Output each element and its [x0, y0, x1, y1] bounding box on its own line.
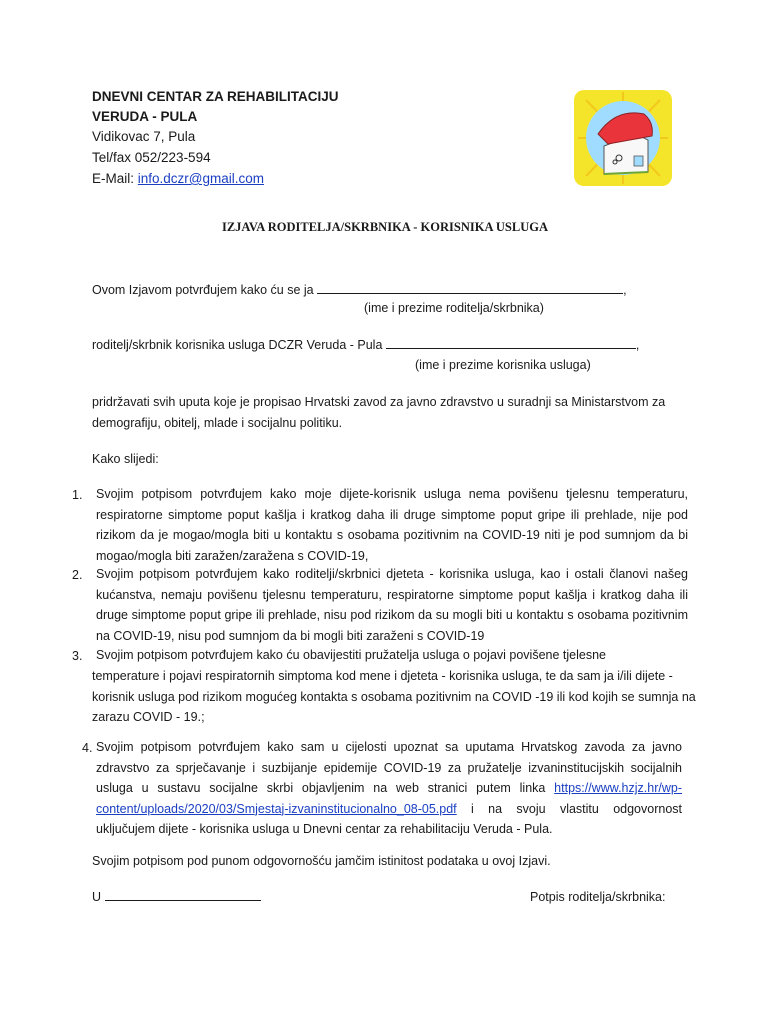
intro-line-1: Ovom Izjavom potvrđujem kako ću se ja , — [92, 283, 627, 297]
item-4-text-before: Svojim potpisom potvrđujem kako sam u cijelosti upoznat sa uputama Hrvatskog zavoda za javno zdravstvo za sprječavanje i suzbijanje epidemije COVID-19 za pružatelje izvaninstitucijskih socijalnih usluga u sustavu socijalne skrbi objavljenim na web stranici putem linka — [96, 740, 682, 796]
guarantee-text: Svojim potpisom pod punom odgovornošću jamčim istinitost podataka u ovoj Izjavi. — [92, 854, 551, 868]
item-4-number: 4. — [82, 741, 93, 755]
follows-label: Kako slijedi: — [92, 452, 159, 466]
parent-name-field[interactable] — [317, 281, 623, 294]
item-3-text-rest: temperature i pojavi respiratornih simptoma kod mene i djeteta - korisnika usluga, te da sam ja i/ili dijete - korisnik usluga pod rizikom mogućeg kontakta s osobama pozitivnim na COVID -19 ili kod kojih se sumnja na zarazu COVID - 19.; — [92, 669, 696, 725]
place-label: U — [92, 890, 102, 904]
intro-paragraph: pridržavati svih uputa koje je propisao Hrvatski zavod za javno zdravstvo u suradnji sa Ministarstvom za demografiju, obitelj, mlade i socijalnu politiku. — [92, 395, 666, 430]
intro-text-2: roditelj/skrbnik korisnika usluga DCZR Veruda - Pula — [92, 338, 383, 352]
hzjz-link[interactable]: https://www.hzjz.hr/wp-content/uploads/2020/03/Smjestaj-izvaninstitucionalno_08-05.pdf — [96, 781, 682, 816]
item-2-number: 2. — [72, 568, 83, 582]
org-name-line2: VERUDA - PULA — [92, 109, 198, 124]
item-1-text: Svojim potpisom potvrđujem kako moje dijete-korisnik usluga nema povišenu tjelesnu temperaturu, respiratorne simptome poput kašlja i kratkog daha ili druge simptome poput gripe ili prehlade, nije pod rizikom da je mogao/mogla biti u kontaktu s osobama pozitivnim na COVID-19 niti je pod sumnjom da bi mogao/mogla biti zaražen/zaražena s COVID-19, — [96, 487, 688, 563]
parent-name-hint: (ime i prezime roditelja/skrbnika) — [364, 301, 544, 315]
item-2-text: Svojim potpisom potvrđujem kako roditelji/skrbnici djeteta - korisnika usluga, kao i ostali članovi našeg kućanstva, nemaju povišenu tjelesnu temperaturu, respiratorne simptome poput kašlja i kratkog daha ili druge simptome poput gripe ili prehlade, nisu pod rizikom da su mogli biti u kontaktu s osobama pozitivnim na COVID-19, nisu pod sumnjom da bi mogli biti zaraženi s COVID-19 — [96, 567, 688, 643]
signature-label: Potpis roditelja/skrbnika: — [530, 890, 666, 904]
item-3-text-first: Svojim potpisom potvrđujem kako ću obavijestiti pružatelja usluga o pojavi povišene tjelesne — [96, 648, 606, 662]
item-4-text-after: i na svoju vlastitu odgovornost uključujem dijete - korisnika usluga u Dnevni centar za rehabilitaciju Veruda - Pula. — [96, 801, 682, 837]
organization-logo — [574, 90, 672, 186]
org-address: Vidikovac 7, Pula — [92, 129, 196, 144]
intro-text-1: Ovom Izjavom potvrđujem kako ću se ja — [92, 283, 314, 297]
document-title: IZJAVA RODITELJA/SKRBNIKA - KORISNIKA USLUGA — [221, 220, 548, 234]
item-4-text — [96, 737, 682, 840]
place-field[interactable] — [105, 888, 261, 901]
place-row — [92, 887, 261, 907]
email-link[interactable]: info.dczr@gmail.com — [137, 171, 265, 186]
item-1-number: 1. — [72, 488, 83, 502]
org-phone: Tel/fax 052/223-594 — [92, 150, 211, 165]
child-name-field[interactable] — [386, 336, 636, 349]
email-label: E-Mail: — [92, 171, 138, 186]
item-3-number: 3. — [72, 649, 83, 663]
org-name-line1: DNEVNI CENTAR ZA REHABILITACIJU — [92, 89, 339, 104]
org-email-row — [92, 169, 264, 189]
intro-line-2: roditelj/skrbnik korisnika usluga DCZR Veruda - Pula , — [92, 338, 640, 352]
child-name-hint: (ime i prezime korisnika usluga) — [415, 358, 591, 372]
